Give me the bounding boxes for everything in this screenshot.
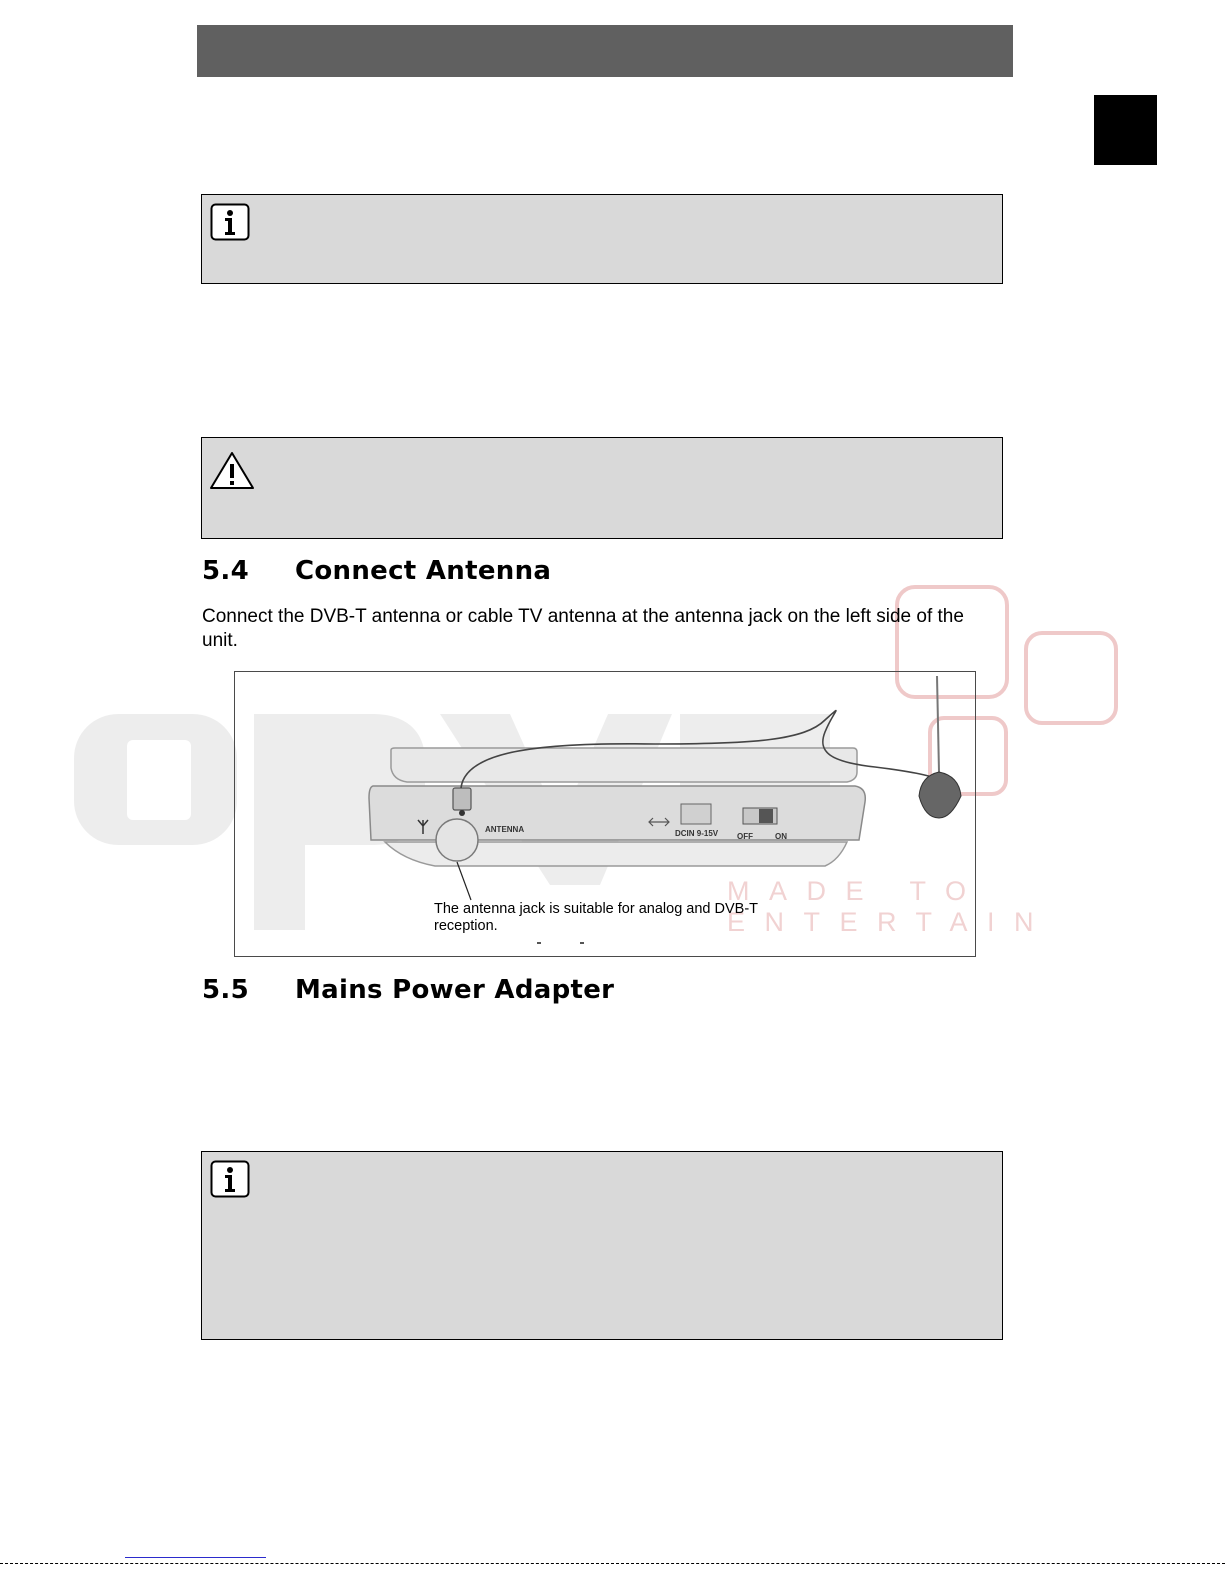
warning-icon — [209, 450, 255, 495]
page-header-bar — [197, 25, 1013, 77]
section-number: 5.5 — [202, 975, 249, 1005]
section-heading-5-5 — [202, 975, 614, 1005]
footer-dashed-rule — [0, 1563, 1225, 1564]
connect-antenna-paragraph: Connect the DVB-T antenna or cable TV antenna at the antenna jack on the left side of the unit. — [202, 606, 964, 651]
section-number: 5.4 — [202, 556, 249, 586]
switch-off-label: OFF — [737, 832, 753, 841]
antenna-connection-figure — [234, 671, 976, 957]
switch-on-label: ON — [775, 832, 787, 841]
warning-note-box — [201, 437, 1003, 539]
section-heading-5-4 — [202, 556, 551, 586]
watermark-tagline: MADE TO ENTERTAIN — [727, 876, 1054, 937]
info-icon — [210, 203, 250, 246]
info-note-box-1 — [201, 194, 1003, 284]
dc-in-label: DCIN 9-15V — [675, 829, 719, 838]
footer-link-underline — [125, 1557, 266, 1558]
language-side-tab — [1094, 95, 1157, 165]
section-title: Mains Power Adapter — [295, 975, 615, 1005]
info-note-box-2 — [201, 1151, 1003, 1340]
section-title: Connect Antenna — [295, 556, 552, 586]
antenna-port-label: ANTENNA — [485, 825, 525, 834]
figure-caption: The antenna jack is suitable for analog and DVB-T reception. — [434, 901, 758, 934]
info-icon — [210, 1160, 250, 1203]
